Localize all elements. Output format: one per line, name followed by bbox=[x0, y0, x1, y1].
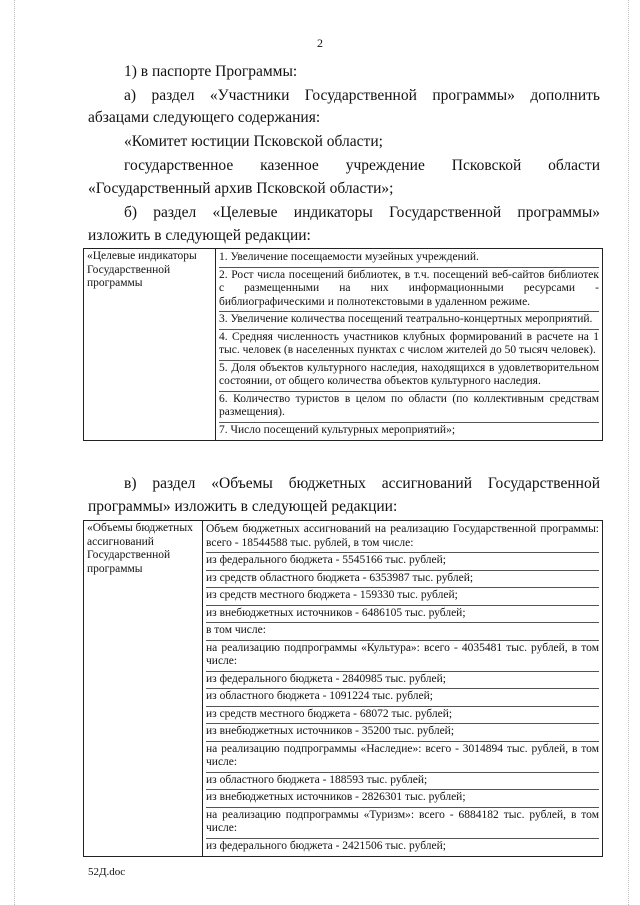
budget-item: Объем бюджетных ассигнований на реализацию Государственной программы: всего - 18544588 тыс. рублей, в том числе: bbox=[206, 522, 599, 553]
budget-item: на реализацию подпрограммы «Туризм»: всего - 6884182 тыс. рублей, в том числе: bbox=[206, 808, 599, 839]
right-margin-line bbox=[628, 0, 629, 905]
table-2-content-cell bbox=[203, 521, 603, 857]
paragraph-6-line-2: программы» изложить в следующей редакции: bbox=[88, 498, 398, 515]
budget-item: из внебюджетных источников - 6486105 тыс. рублей; bbox=[206, 606, 599, 624]
table-1-label: «Целевые индикаторы Государственной программы bbox=[87, 250, 197, 289]
table-1-label-cell bbox=[84, 249, 216, 441]
budget-item: из федерального бюджета - 2421506 тыс. рублей; bbox=[206, 839, 446, 852]
budget-item: из средств местного бюджета - 159330 тыс. рублей; bbox=[206, 588, 599, 606]
paragraph-3: «Комитет юстиции Псковской области; bbox=[124, 133, 383, 150]
footer-filename: 52Д.doc bbox=[88, 866, 126, 878]
budget-item: на реализацию подпрограммы «Культура»: всего - 4035481 тыс. рублей, в том числе: bbox=[206, 641, 599, 672]
budget-allocations-table bbox=[83, 520, 603, 857]
paragraph-5-line-1: б) раздел «Целевые индикаторы Государственной программы» bbox=[124, 204, 600, 221]
indicator-item: 2. Рост числа посещений библиотек, в т.ч. посещений веб-сайтов библиотек с размещенными на них информационными ресурсами - библиографическими и полнотекстовыми в удаленном режиме. bbox=[219, 268, 599, 313]
paragraph-4-line-1: государственное казенное учреждение Псковской области bbox=[124, 157, 600, 174]
left-margin-line bbox=[14, 0, 15, 905]
budget-item: из федерального бюджета - 5545166 тыс. рублей; bbox=[206, 553, 599, 571]
budget-item: из средств областного бюджета - 6353987 тыс. рублей; bbox=[206, 571, 599, 589]
budget-item: из федерального бюджета - 2840985 тыс. рублей; bbox=[206, 672, 599, 690]
page-number: 2 bbox=[317, 36, 323, 50]
table-2-label-cell bbox=[84, 521, 203, 857]
paragraph-6-line-1: в) раздел «Объемы бюджетных ассигнований Государственной bbox=[124, 475, 600, 492]
indicator-item: 1. Увеличение посещаемости музейных учреждений. bbox=[219, 250, 599, 268]
indicator-item: 6. Количество туристов в целом по области (по коллективным средствам размещения). bbox=[219, 392, 599, 423]
budget-item: на реализацию подпрограммы «Наследие»: всего - 3014894 тыс. рублей, в том числе: bbox=[206, 742, 599, 773]
indicator-item: 5. Доля объектов культурного наследия, находящихся в удовлетворительном состоянии, от общего количества объектов культурного наследия. bbox=[219, 361, 599, 392]
budget-item: из внебюджетных источников - 2826301 тыс. рублей; bbox=[206, 790, 599, 808]
target-indicators-table bbox=[83, 248, 603, 441]
budget-item: из средств местного бюджета - 68072 тыс. рублей; bbox=[206, 707, 599, 725]
budget-item: из областного бюджета - 1091224 тыс. рублей; bbox=[206, 689, 599, 707]
table-1-content-cell bbox=[216, 249, 603, 441]
budget-item: из областного бюджета - 188593 тыс. рублей; bbox=[206, 773, 599, 791]
budget-item: из внебюджетных источников - 35200 тыс. рублей; bbox=[206, 724, 599, 742]
paragraph-2-line-2: абзацами следующего содержания: bbox=[88, 109, 321, 126]
paragraph-4-line-2: «Государственный архив Псковской области»; bbox=[88, 180, 394, 197]
paragraph-1: 1) в паспорте Программы: bbox=[124, 63, 298, 80]
budget-item: в том числе: bbox=[206, 623, 599, 641]
indicator-item: 4. Средняя численность участников клубных формирований в расчете на 1 тыс. человек (в населенных пунктах с числом жителей до 50 тысяч человек). bbox=[219, 330, 599, 361]
paragraph-5-line-2: изложить в следующей редакции: bbox=[88, 227, 311, 244]
indicator-item: 3. Увеличение количества посещений театрально-концертных мероприятий. bbox=[219, 312, 599, 330]
indicator-item: 7. Число посещений культурных мероприятий»; bbox=[219, 423, 456, 436]
paragraph-2-line-1: а) раздел «Участники Государственной программы» дополнить bbox=[124, 87, 600, 104]
table-2-label: «Объемы бюджетных ассигнований Государственной программы bbox=[87, 522, 193, 575]
